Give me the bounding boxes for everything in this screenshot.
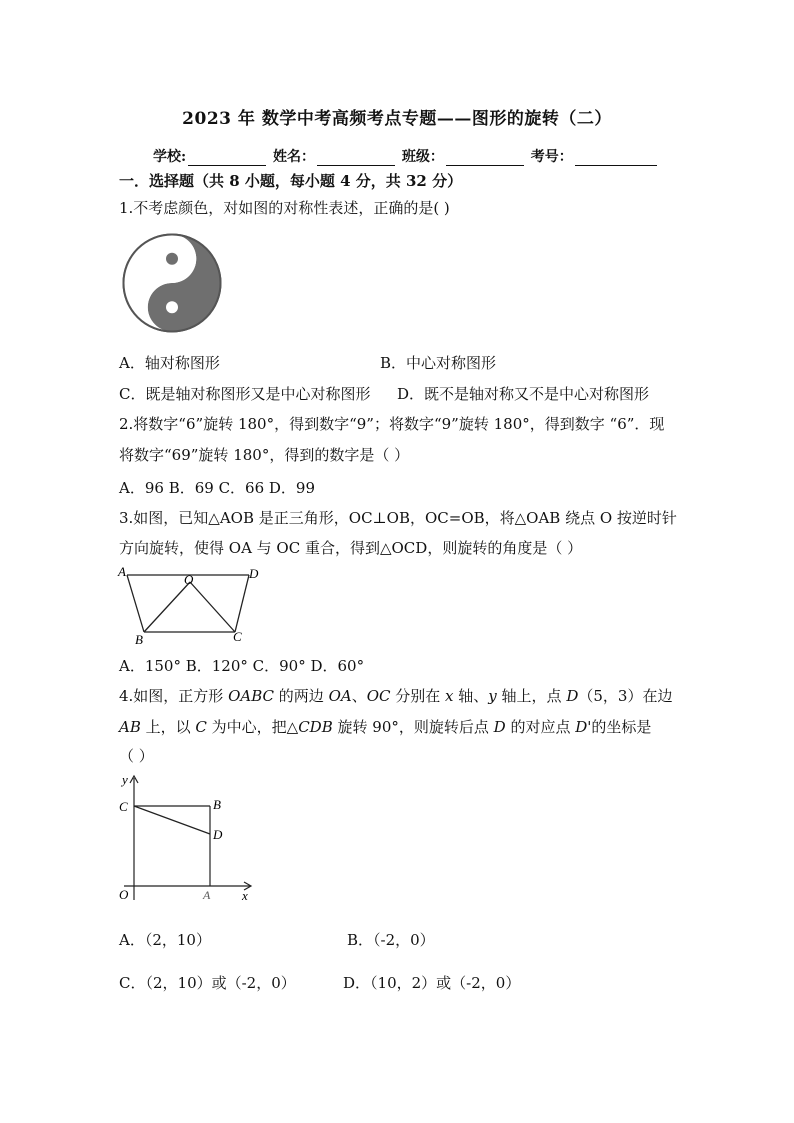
label-B: B <box>213 797 221 812</box>
segment-CD <box>134 806 210 834</box>
q3-line-1: 3.如图，已知△AOB 是正三角形，OC⊥OB，OC=OB，将△OAB 绕点 O 按逆时针 <box>119 509 677 527</box>
q4-line-1: 4.如图，正方形 OABC 的两边 OA、OC 分别在 x 轴、y 轴上，点 D（5，3）在边 <box>119 687 673 705</box>
q1-option-a: A．轴对称图形 <box>119 354 220 372</box>
label-x: x <box>242 888 248 903</box>
label-O: O <box>184 572 194 587</box>
q1-option-d: D．既不是轴对称又不是中心对称图形 <box>397 385 650 403</box>
section-heading: 一．选择题（共 8 小题，每小题 4 分，共 32 分） <box>119 172 463 190</box>
q3-triangle-figure <box>114 562 264 648</box>
class-label: 班级： <box>401 149 444 165</box>
school-blank[interactable] <box>188 151 266 166</box>
label-A: A <box>118 564 126 579</box>
segment-DC <box>235 575 249 632</box>
q4-option-a: A．（2，10） <box>119 931 211 949</box>
label-B: B <box>135 632 143 647</box>
class-blank[interactable] <box>446 151 524 166</box>
label-D: D <box>213 827 223 842</box>
segment-AB <box>127 575 144 632</box>
name-blank[interactable] <box>317 151 395 166</box>
q4-coordinate-figure <box>114 770 260 906</box>
segment-OC <box>190 582 235 632</box>
q4-line-2: AB 上，以 C 为中心，把△CDB 旋转 90°，则旋转后点 D 的对应点 D'的坐标是 <box>119 718 652 736</box>
info-line <box>153 146 659 166</box>
q1-option-b: B．中心对称图形 <box>380 354 497 372</box>
q1-stem: 1.不考虑颜色，对如图的对称性表述，正确的是( ) <box>119 199 450 217</box>
dark-dot <box>166 253 178 265</box>
q1-option-c: C．既是轴对称图形又是中心对称图形 <box>119 385 371 403</box>
name-label: 姓名： <box>273 149 316 165</box>
label-D: D <box>249 566 259 581</box>
label-C: C <box>233 629 242 644</box>
q2-line-1: 2.将数字“6”旋转 180°，得到数字“9”；将数字“9”旋转 180°，得到数字 “6”．现 <box>119 415 665 433</box>
label-C: C <box>119 799 128 814</box>
q2-line-2: 将数字“69”旋转 180°，得到的数字是（ ） <box>119 446 410 464</box>
label-A: A <box>203 888 211 902</box>
yin-yang-figure <box>120 232 226 334</box>
label-O: O <box>119 887 129 902</box>
label-y: y <box>122 772 128 787</box>
school-label: 学校: <box>153 149 187 165</box>
light-dot <box>166 301 178 313</box>
q3-line-2: 方向旋转，使得 OA 与 OC 重合，得到△OCD，则旋转的角度是（ ） <box>119 539 583 557</box>
q2-options: A．96 B．69 C．66 D．99 <box>119 479 316 497</box>
q3-options: A．150° B．120° C．90° D．60° <box>119 657 365 675</box>
exam-no-blank[interactable] <box>575 151 657 166</box>
q4-line-3: （ ） <box>119 747 154 765</box>
segment-OB <box>144 582 190 632</box>
q4-option-c: C．（2，10）或（-2，0） <box>119 974 296 992</box>
exam-no-label: 考号： <box>530 149 573 165</box>
q4-option-d: D．（10，2）或（-2，0） <box>343 974 521 992</box>
page-title: 2023 年 数学中考高频考点专题——图形的旋转（二） <box>182 109 612 129</box>
q4-option-b: B．（-2，0） <box>347 931 435 949</box>
